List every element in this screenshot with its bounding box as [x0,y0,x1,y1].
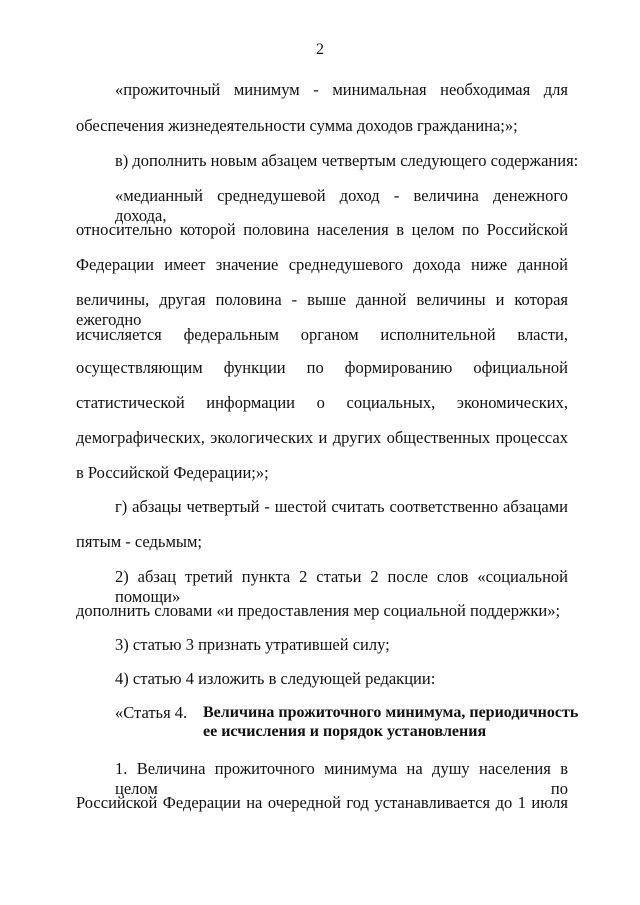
text-line: статистической информации о социальных, экономических, [76,393,568,412]
text-line: 1. Величина прожиточного минимума на душу населения в целом по [115,759,568,798]
text-line: 4) статью 4 изложить в следующей редакции: [115,669,436,688]
text-line: г) абзацы четвертый - шестой считать соответственно абзацами [115,497,568,516]
text-line: 3) статью 3 признать утратившей силу; [115,635,390,654]
article-title-line: ее исчисления и порядок установления [203,723,487,740]
text-line: 2) абзац третий пункта 2 статьи 2 после слов «социальной помощи» [115,567,568,606]
text-line: в Российской Федерации;»; [76,463,269,482]
text-line: величины, другая половина - выше данной величины и которая ежегодно [76,290,568,329]
article-label: «Статья 4. [115,703,188,722]
text-line: «медианный среднедушевой доход - величина денежного дохода, [115,186,568,225]
text-line: относительно которой половина населения в целом по Российской [76,220,568,239]
text-line: осуществляющим функции по формированию официальной [76,358,568,377]
text-line: пятым - седьмым; [76,532,203,551]
text-line: исчисляется федеральным органом исполнительной власти, [76,325,568,344]
article-title-line: Величина прожиточного минимума, периодичность [203,704,579,721]
text-line: демографических, экологических и других общественных процессах [76,428,568,447]
text-line: «прожиточный минимум - минимальная необходимая для [115,80,568,99]
text-line: обеспечения жизнедеятельности сумма доходов гражданина;»; [76,116,518,135]
page-number: 2 [316,41,324,58]
text-line: дополнить словами «и предоставления мер социальной поддержки»; [76,601,561,620]
text-line: Российской Федерации на очередной год устанавливается до 1 июля [76,793,568,812]
text-line: в) дополнить новым абзацем четвертым следующего содержания: [115,151,579,170]
text-line: Федерации имеет значение среднедушевого дохода ниже данной [76,255,568,274]
